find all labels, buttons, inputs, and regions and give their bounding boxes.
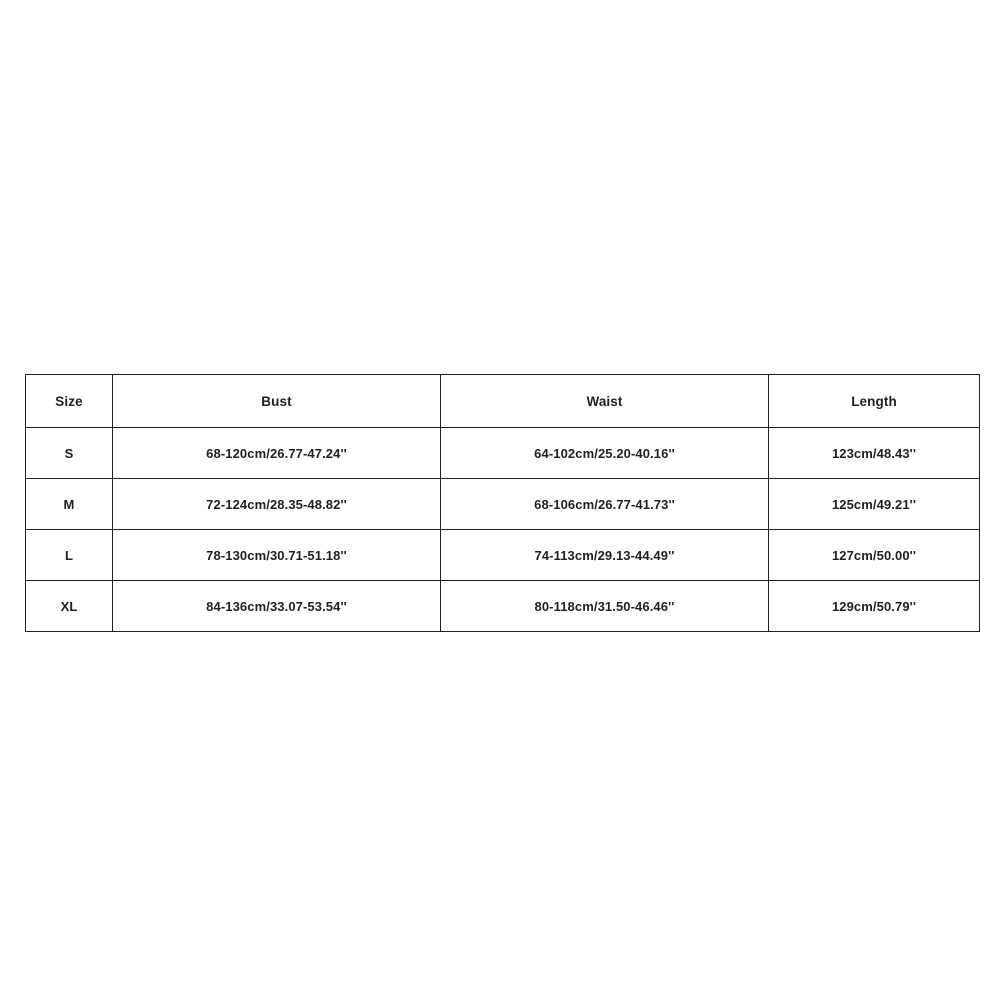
column-header-size: Size [26,375,113,428]
cell-waist-s: 64-102cm/25.20-40.16'' [441,428,769,479]
cell-length-xl: 129cm/50.79'' [769,581,980,632]
cell-length-m: 125cm/49.21'' [769,479,980,530]
cell-waist-xl: 80-118cm/31.50-46.46'' [441,581,769,632]
table-header-row [26,375,980,428]
table-row [26,581,980,632]
cell-waist-m: 68-106cm/26.77-41.73'' [441,479,769,530]
cell-size-xl: XL [26,581,113,632]
size-chart-table [25,374,980,632]
column-header-length: Length [769,375,980,428]
table-header [26,375,980,428]
cell-size-m: M [26,479,113,530]
cell-size-s: S [26,428,113,479]
cell-bust-s: 68-120cm/26.77-47.24'' [113,428,441,479]
table-row [26,428,980,479]
column-header-waist: Waist [441,375,769,428]
table-row [26,530,980,581]
table-row [26,479,980,530]
cell-waist-l: 74-113cm/29.13-44.49'' [441,530,769,581]
table-body [26,428,980,632]
column-header-bust: Bust [113,375,441,428]
cell-length-s: 123cm/48.43'' [769,428,980,479]
cell-size-l: L [26,530,113,581]
cell-length-l: 127cm/50.00'' [769,530,980,581]
cell-bust-l: 78-130cm/30.71-51.18'' [113,530,441,581]
cell-bust-xl: 84-136cm/33.07-53.54'' [113,581,441,632]
cell-bust-m: 72-124cm/28.35-48.82'' [113,479,441,530]
